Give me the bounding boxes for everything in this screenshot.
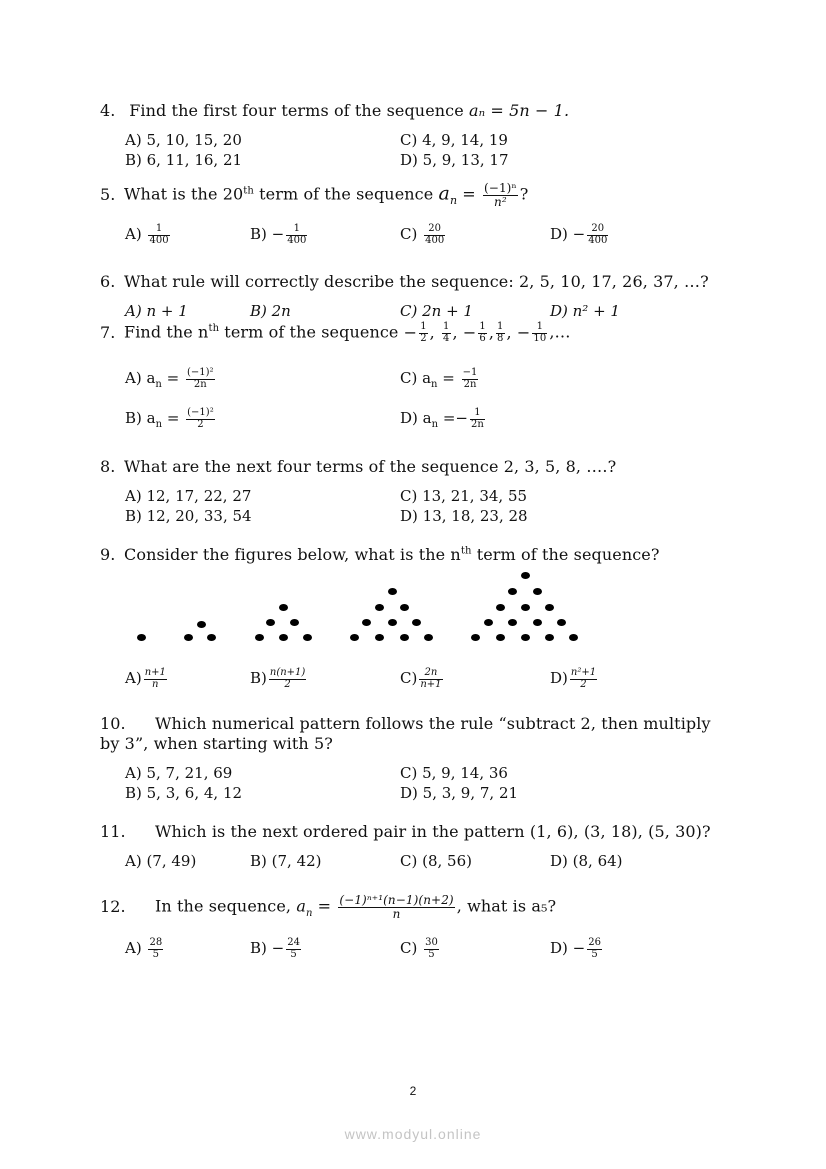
q12-option-c: C) $\frac{30}{5}$	[400, 937, 438, 960]
q10-option-b: B) 5, 3, 6, 4, 12	[125, 784, 243, 802]
q7-option-a: A) $a_n$ = $\frac{\text{(−1)²}}{2n}$	[125, 367, 214, 390]
q10-option-a: A) 5, 7, 21, 69	[125, 764, 233, 782]
q11-option-a: A) (7, 49)	[125, 852, 197, 870]
q7-sequence: − $\frac{1}{2}$ , $\frac{1}{4}$ , − $\frac{1}{6}$ , $\frac{1}{8}$ , − $\frac{1}{10}$	[403, 321, 547, 344]
question-5: 5. What is the 20th term of the sequence $a_n$ = $\frac{\text{(−1)ⁿ}}{\text{n²}}$ ?	[100, 181, 529, 209]
q12-formula-fraction: $\frac{\text{(−1)ⁿ⁺¹(n−1)(n+2)}}{n}$	[339, 893, 454, 921]
q11-option-c: C) (8, 56)	[400, 852, 472, 870]
q8-option-a: A) 12, 17, 22, 27	[125, 487, 252, 505]
q8-option-c: C) 13, 21, 34, 55	[400, 487, 528, 505]
q9-option-d: D) $\frac{\text{n²+1}}{2}$	[550, 667, 597, 690]
q12-option-d: D) − $\frac{26}{5}$	[550, 937, 601, 960]
q10-option-d: D) 5, 3, 9, 7, 21	[400, 784, 519, 802]
q5-option-b: B) − $\frac{1}{400}$	[250, 223, 307, 246]
q11-option-d: D) (8, 64)	[550, 852, 623, 870]
q9-option-b: B) $\frac{n(n+1)}{2}$	[250, 667, 306, 690]
q7-option-d: D) $a_n$ =− $\frac{1}{2n}$	[400, 407, 484, 430]
q6-option-b: B) 2n	[250, 302, 291, 320]
q9-option-a: A) $\frac{n+1}{n}$	[125, 667, 166, 690]
q4-option-d: D) 5, 9, 13, 17	[400, 151, 509, 169]
q6-option-a: A) n + 1	[125, 302, 188, 320]
q12-option-b: B) − $\frac{24}{5}$	[250, 937, 300, 960]
q8-option-b: B) 12, 20, 33, 54	[125, 507, 252, 525]
q6-option-d: D) n² + 1	[550, 302, 620, 320]
question-7: 7. Find the $n^{th}$ term of the sequence − $\frac{1}{2}$ , $\frac{1}{4}$ , − $\frac{1}{6}$ , $\frac{1}{8}$ , − $\frac{1}{10}$ ,…	[100, 321, 571, 344]
question-9: 9. Consider the figures below, what is the $n^{th}$ term of the sequence?	[100, 545, 660, 564]
q9-option-c: C) $\frac{2n}{n+1}$	[400, 667, 442, 690]
q7-option-b: B) $a_n$ = $\frac{\text{(−1)²}}{2}$	[125, 407, 214, 430]
question-10: 10. Which numerical pattern follows the rule “subtract 2, then multiply by 3”, when starting with 5?	[100, 714, 711, 753]
question-6: 6. What rule will correctly describe the sequence: 2, 5, 10, 17, 26, 37, …?	[100, 272, 709, 291]
page-number: 2	[409, 1084, 417, 1098]
watermark: www.modyul.online	[344, 1126, 482, 1142]
q5-option-d: D) − $\frac{20}{400}$	[550, 223, 608, 246]
q6-option-c: C) 2n + 1	[400, 302, 473, 320]
q4-option-b: B) 6, 11, 16, 21	[125, 151, 243, 169]
q5-option-a: A) $\frac{1}{400}$	[125, 223, 169, 246]
q5-option-c: C) $\frac{20}{400}$	[400, 223, 445, 246]
question-12: 12. In the sequence, $a_n$ = $\frac{\text{(−1)ⁿ⁺¹(n−1)(n+2)}}{n}$ , what is a₅?	[100, 893, 557, 921]
question-11: 11. Which is the next ordered pair in the pattern (1, 6), (3, 18), (5, 30)?	[100, 822, 711, 841]
q4-option-c: C) 4, 9, 14, 19	[400, 131, 508, 149]
q11-option-b: B) (7, 42)	[250, 852, 322, 870]
q5-formula-fraction: $\frac{\text{(−1)ⁿ}}{\text{n²}}$	[484, 181, 517, 209]
question-4: 4. Find the first four terms of the sequence aₙ = 5n − 1.	[100, 101, 570, 120]
q4-option-a: A) 5, 10, 15, 20	[125, 131, 242, 149]
question-8: 8. What are the next four terms of the sequence 2, 3, 5, 8, ….?	[100, 457, 617, 476]
q7-option-c: C) $a_n$ = $\frac{-1}{2n}$	[400, 367, 478, 390]
q10-option-c: C) 5, 9, 14, 36	[400, 764, 508, 782]
q8-option-d: D) 13, 18, 23, 28	[400, 507, 528, 525]
q12-option-a: A) $\frac{28}{5}$	[125, 937, 163, 960]
